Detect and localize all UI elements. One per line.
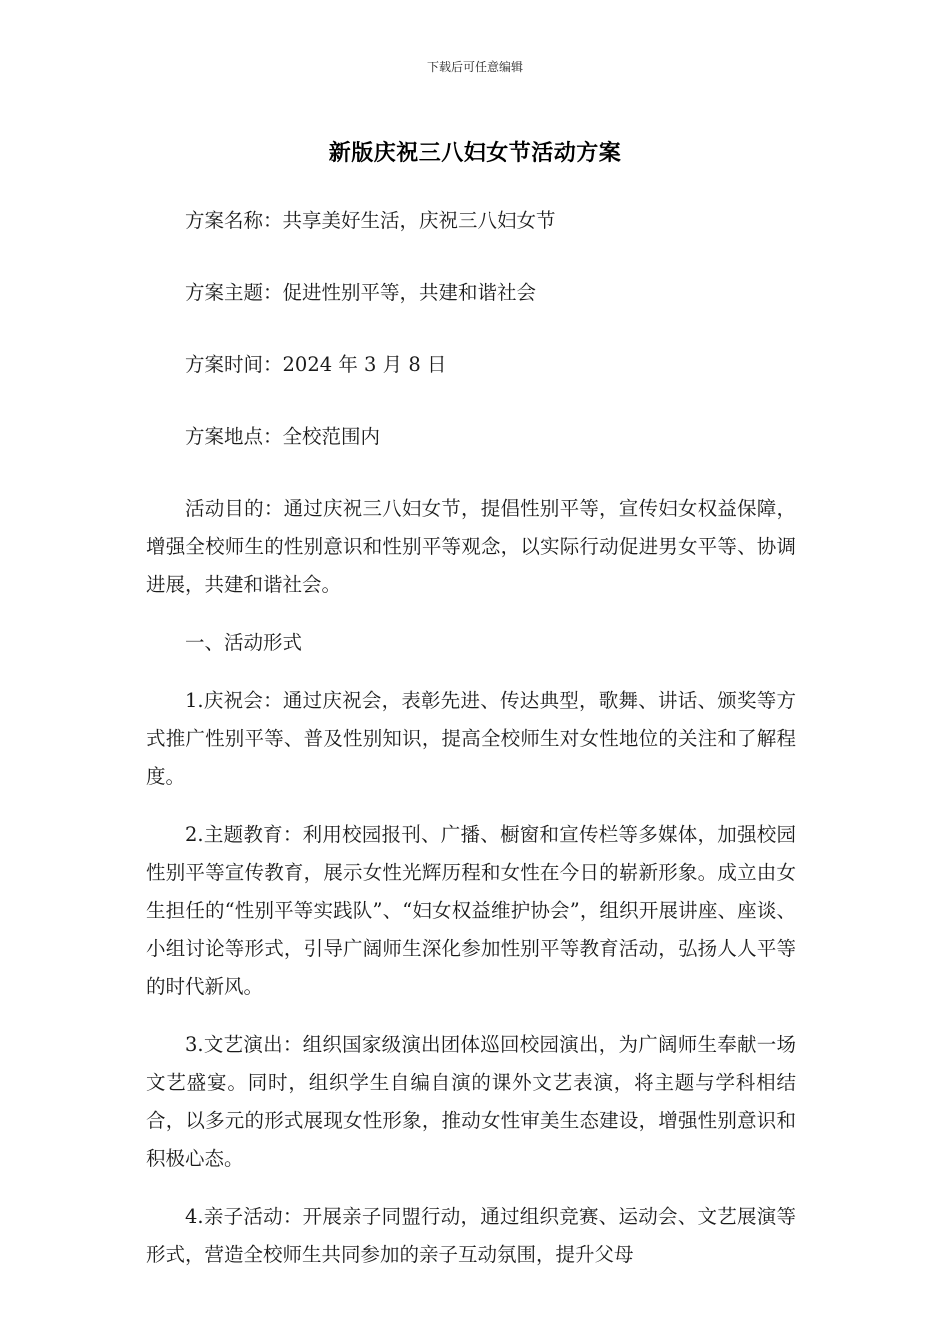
section-heading: 一、活动形式 [185,631,303,654]
purpose-paragraph: 活动目的：通过庆祝三八妇女节，提倡性别平等，宣传妇女权益保障，增强全校师生的性别意识和性别平等观念，以实际行动促进男女平等、协调进展，共建和谐社会。 [146,497,796,596]
plan-time-line [146,346,796,384]
plan-theme-line [146,274,796,312]
plan-time-label: 方案时间： [185,353,283,376]
item-performance: 3.文艺演出：组织国家级演出团体巡回校园演出，为广阔师生奉献一场文艺盛宴。同时，组织学生自编自演的课外文艺表演，将主题与学科相结合，以多元的形式展现女性形象，推动女性审美生态建设，增强性别意识和积极心态。 [146,1033,796,1170]
item-parent-child: 4.亲子活动：开展亲子同盟行动，通过组织竞赛、运动会、文艺展演等形式，营造全校师生共同参加的亲子互动氛围，提升父母 [146,1205,796,1266]
plan-name-line [146,202,796,240]
plan-name-value: 共享美好生活，庆祝三八妇女节 [282,209,556,232]
plan-name-label: 方案名称： [185,209,283,232]
item-theme-education: 2.主题教育：利用校园报刊、广播、橱窗和宣传栏等多媒体，加强校园性别平等宣传教育，展示女性光辉历程和女性在今日的崭新形象。成立由女生担任的“性别平等实践队”、“妇女权益维护协会”，组织开展讲座、座谈、小组讨论等形式，引导广阔师生深化参加性别平等教育活动，弘扬人人平等的时代新风。 [146,823,796,998]
plan-theme-label: 方案主题： [185,281,283,304]
document-title: 新版庆祝三八妇女节活动方案 [328,141,622,166]
plan-location-value: 全校范围内 [282,425,381,448]
plan-time-value: 2024 年 3 月 8 日 [282,353,447,376]
plan-theme-value: 促进性别平等，共建和谐社会 [282,281,537,304]
item-celebration: 1.庆祝会：通过庆祝会，表彰先进、传达典型，歌舞、讲话、颁奖等方式推广性别平等、普及性别知识，提高全校师生对女性地位的关注和了解程度。 [146,689,796,788]
document-body [146,202,796,1294]
header-note: 下载后可任意编辑 [426,60,523,74]
plan-location-line [146,418,796,456]
plan-location-label: 方案地点： [185,425,283,448]
